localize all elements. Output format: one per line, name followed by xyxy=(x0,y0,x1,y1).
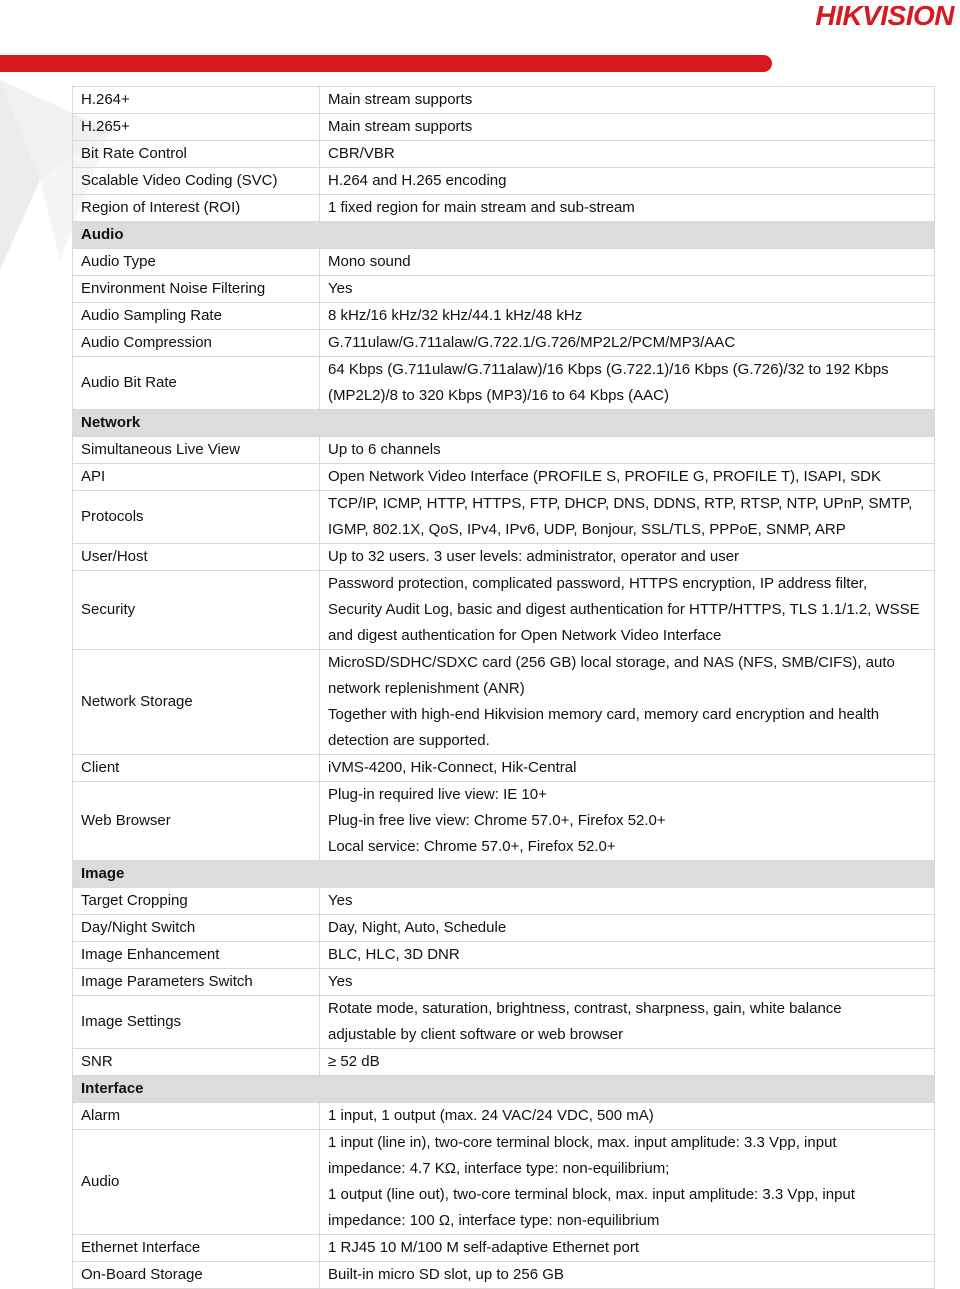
spec-label: Network Storage xyxy=(73,650,320,755)
spec-row xyxy=(73,915,935,942)
spec-value xyxy=(320,303,935,330)
spec-row xyxy=(73,491,935,544)
spec-label: Image Parameters Switch xyxy=(73,969,320,996)
section-blank-cell xyxy=(320,410,935,437)
spec-value-line: Security Audit Log, basic and digest authentication for HTTP/HTTPS, TLS 1.1/1.2, WSSE xyxy=(328,601,920,618)
spec-value-line: 8 kHz/16 kHz/32 kHz/44.1 kHz/48 kHz xyxy=(328,307,583,324)
spec-value-line: 1 input, 1 output (max. 24 VAC/24 VDC, 500 mA) xyxy=(328,1107,654,1124)
spec-row xyxy=(73,437,935,464)
section-blank-cell xyxy=(320,222,935,249)
spec-value-line: 64 Kbps (G.711ulaw/G.711alaw)/16 Kbps (G.722.1)/16 Kbps (G.726)/32 to 192 Kbps xyxy=(328,361,889,378)
spec-value xyxy=(320,437,935,464)
spec-value-line: CBR/VBR xyxy=(328,145,395,162)
spec-label: Ethernet Interface xyxy=(73,1235,320,1262)
spec-value xyxy=(320,357,935,410)
spec-row xyxy=(73,168,935,195)
spec-value-line: impedance: 100 Ω, interface type: non-equilibrium xyxy=(328,1212,660,1229)
spec-value xyxy=(320,1103,935,1130)
spec-value xyxy=(320,969,935,996)
spec-value-line: network replenishment (ANR) xyxy=(328,680,525,697)
spec-label: Target Cropping xyxy=(73,888,320,915)
spec-row xyxy=(73,1103,935,1130)
section-title: Image xyxy=(73,861,320,888)
spec-value xyxy=(320,87,935,114)
spec-value xyxy=(320,1049,935,1076)
spec-value xyxy=(320,755,935,782)
spec-label: On-Board Storage xyxy=(73,1262,320,1289)
spec-value-line: Rotate mode, saturation, brightness, contrast, sharpness, gain, white balance xyxy=(328,1000,842,1017)
spec-value-line: Password protection, complicated password, HTTPS encryption, IP address filter, xyxy=(328,575,868,592)
spec-row xyxy=(73,330,935,357)
spec-row xyxy=(73,357,935,410)
spec-value-line: iVMS-4200, Hik-Connect, Hik-Central xyxy=(328,759,577,776)
section-blank-cell xyxy=(320,1076,935,1103)
spec-value-line: adjustable by client software or web browser xyxy=(328,1026,624,1043)
spec-row xyxy=(73,1262,935,1289)
spec-value-line: 1 fixed region for main stream and sub-stream xyxy=(328,199,635,216)
spec-value-line: Yes xyxy=(328,892,353,909)
spec-label: Bit Rate Control xyxy=(73,141,320,168)
section-header-row xyxy=(73,861,935,888)
spec-value-line: MicroSD/SDHC/SDXC card (256 GB) local storage, and NAS (NFS, SMB/CIFS), auto xyxy=(328,654,895,671)
spec-value xyxy=(320,1130,935,1235)
spec-value-line: Together with high-end Hikvision memory card, memory card encryption and health xyxy=(328,706,880,723)
spec-label: Scalable Video Coding (SVC) xyxy=(73,168,320,195)
spec-label: Client xyxy=(73,755,320,782)
spec-value xyxy=(320,114,935,141)
spec-label: Image Settings xyxy=(73,996,320,1049)
spec-value-line: Open Network Video Interface (PROFILE S, PROFILE G, PROFILE T), ISAPI, SDK xyxy=(328,468,881,485)
spec-label: Simultaneous Live View xyxy=(73,437,320,464)
spec-value xyxy=(320,195,935,222)
spec-value xyxy=(320,464,935,491)
spec-row xyxy=(73,464,935,491)
spec-value-line: Up to 6 channels xyxy=(328,441,441,458)
spec-value-line: BLC, HLC, 3D DNR xyxy=(328,946,460,963)
spec-label: Audio Compression xyxy=(73,330,320,357)
spec-row xyxy=(73,650,935,755)
spec-label: API xyxy=(73,464,320,491)
spec-value xyxy=(320,544,935,571)
section-header-row xyxy=(73,1076,935,1103)
spec-value xyxy=(320,888,935,915)
spec-value xyxy=(320,141,935,168)
spec-value xyxy=(320,571,935,650)
spec-value-line: and digest authentication for Open Network Video Interface xyxy=(328,627,722,644)
spec-label: Region of Interest (ROI) xyxy=(73,195,320,222)
spec-row xyxy=(73,276,935,303)
spec-value-line: Main stream supports xyxy=(328,118,473,135)
spec-value-line: impedance: 4.7 KΩ, interface type: non-equilibrium; xyxy=(328,1160,670,1177)
spec-row xyxy=(73,969,935,996)
section-title: Network xyxy=(73,410,320,437)
spec-value xyxy=(320,782,935,861)
spec-value-line: Plug-in free live view: Chrome 57.0+, Firefox 52.0+ xyxy=(328,812,666,829)
spec-value-line: detection are supported. xyxy=(328,732,490,749)
section-blank-cell xyxy=(320,861,935,888)
spec-value-line: Up to 32 users. 3 user levels: administrator, operator and user xyxy=(328,548,740,565)
spec-row xyxy=(73,782,935,861)
spec-label: SNR xyxy=(73,1049,320,1076)
spec-value-line: Mono sound xyxy=(328,253,411,270)
spec-row xyxy=(73,888,935,915)
section-title: Audio xyxy=(73,222,320,249)
spec-value-line: TCP/IP, ICMP, HTTP, HTTPS, FTP, DHCP, DNS, DDNS, RTP, RTSP, NTP, UPnP, SMTP, xyxy=(328,495,913,512)
spec-row xyxy=(73,303,935,330)
spec-value xyxy=(320,249,935,276)
spec-label: Audio Bit Rate xyxy=(73,357,320,410)
spec-value xyxy=(320,1262,935,1289)
spec-value xyxy=(320,996,935,1049)
spec-value-line: Day, Night, Auto, Schedule xyxy=(328,919,507,936)
spec-label: Image Enhancement xyxy=(73,942,320,969)
spec-row xyxy=(73,1130,935,1235)
spec-row xyxy=(73,544,935,571)
spec-value-line: 1 output (line out), two-core terminal block, max. input amplitude: 3.3 Vpp, input xyxy=(328,1186,855,1203)
spec-label: H.264+ xyxy=(73,87,320,114)
spec-value-line: G.711ulaw/G.711alaw/G.722.1/G.726/MP2L2/PCM/MP3/AAC xyxy=(328,334,736,351)
spec-value xyxy=(320,491,935,544)
header-red-bar xyxy=(0,55,772,72)
spec-value xyxy=(320,650,935,755)
spec-value-line: Plug-in required live view: IE 10+ xyxy=(328,786,547,803)
spec-label: User/Host xyxy=(73,544,320,571)
specifications-table xyxy=(72,86,935,1289)
spec-row xyxy=(73,996,935,1049)
spec-row xyxy=(73,87,935,114)
hikvision-logo: HIKVISION xyxy=(815,0,954,31)
spec-label: Audio Sampling Rate xyxy=(73,303,320,330)
spec-value-line: ≥ 52 dB xyxy=(328,1053,380,1070)
spec-value xyxy=(320,942,935,969)
spec-row xyxy=(73,755,935,782)
spec-row xyxy=(73,141,935,168)
spec-row xyxy=(73,195,935,222)
spec-value-line: Main stream supports xyxy=(328,91,473,108)
spec-label: Audio Type xyxy=(73,249,320,276)
spec-value-line: H.264 and H.265 encoding xyxy=(328,172,507,189)
spec-row xyxy=(73,114,935,141)
spec-row xyxy=(73,942,935,969)
spec-label: Web Browser xyxy=(73,782,320,861)
spec-value-line: Yes xyxy=(328,280,353,297)
spec-value xyxy=(320,330,935,357)
spec-label: Audio xyxy=(73,1130,320,1235)
spec-label: Protocols xyxy=(73,491,320,544)
spec-row xyxy=(73,1235,935,1262)
spec-label: H.265+ xyxy=(73,114,320,141)
spec-label: Environment Noise Filtering xyxy=(73,276,320,303)
spec-label: Alarm xyxy=(73,1103,320,1130)
spec-value-line: 1 input (line in), two-core terminal block, max. input amplitude: 3.3 Vpp, input xyxy=(328,1134,837,1151)
spec-row xyxy=(73,571,935,650)
spec-value xyxy=(320,168,935,195)
spec-row xyxy=(73,1049,935,1076)
section-title: Interface xyxy=(73,1076,320,1103)
spec-value-line: Yes xyxy=(328,973,353,990)
section-header-row xyxy=(73,222,935,249)
spec-value xyxy=(320,915,935,942)
spec-value-line: IGMP, 802.1X, QoS, IPv4, IPv6, UDP, Bonjour, SSL/TLS, PPPoE, SNMP, ARP xyxy=(328,521,846,538)
spec-label: Security xyxy=(73,571,320,650)
spec-value-line: (MP2L2)/8 to 320 Kbps (MP3)/16 to 64 Kbps (AAC) xyxy=(328,387,669,404)
spec-value-line: Local service: Chrome 57.0+, Firefox 52.0+ xyxy=(328,838,616,855)
spec-value xyxy=(320,276,935,303)
spec-value xyxy=(320,1235,935,1262)
section-header-row xyxy=(73,410,935,437)
spec-value-line: 1 RJ45 10 M/100 M self-adaptive Ethernet port xyxy=(328,1239,640,1256)
spec-label: Day/Night Switch xyxy=(73,915,320,942)
spec-row xyxy=(73,249,935,276)
spec-value-line: Built-in micro SD slot, up to 256 GB xyxy=(328,1266,564,1283)
